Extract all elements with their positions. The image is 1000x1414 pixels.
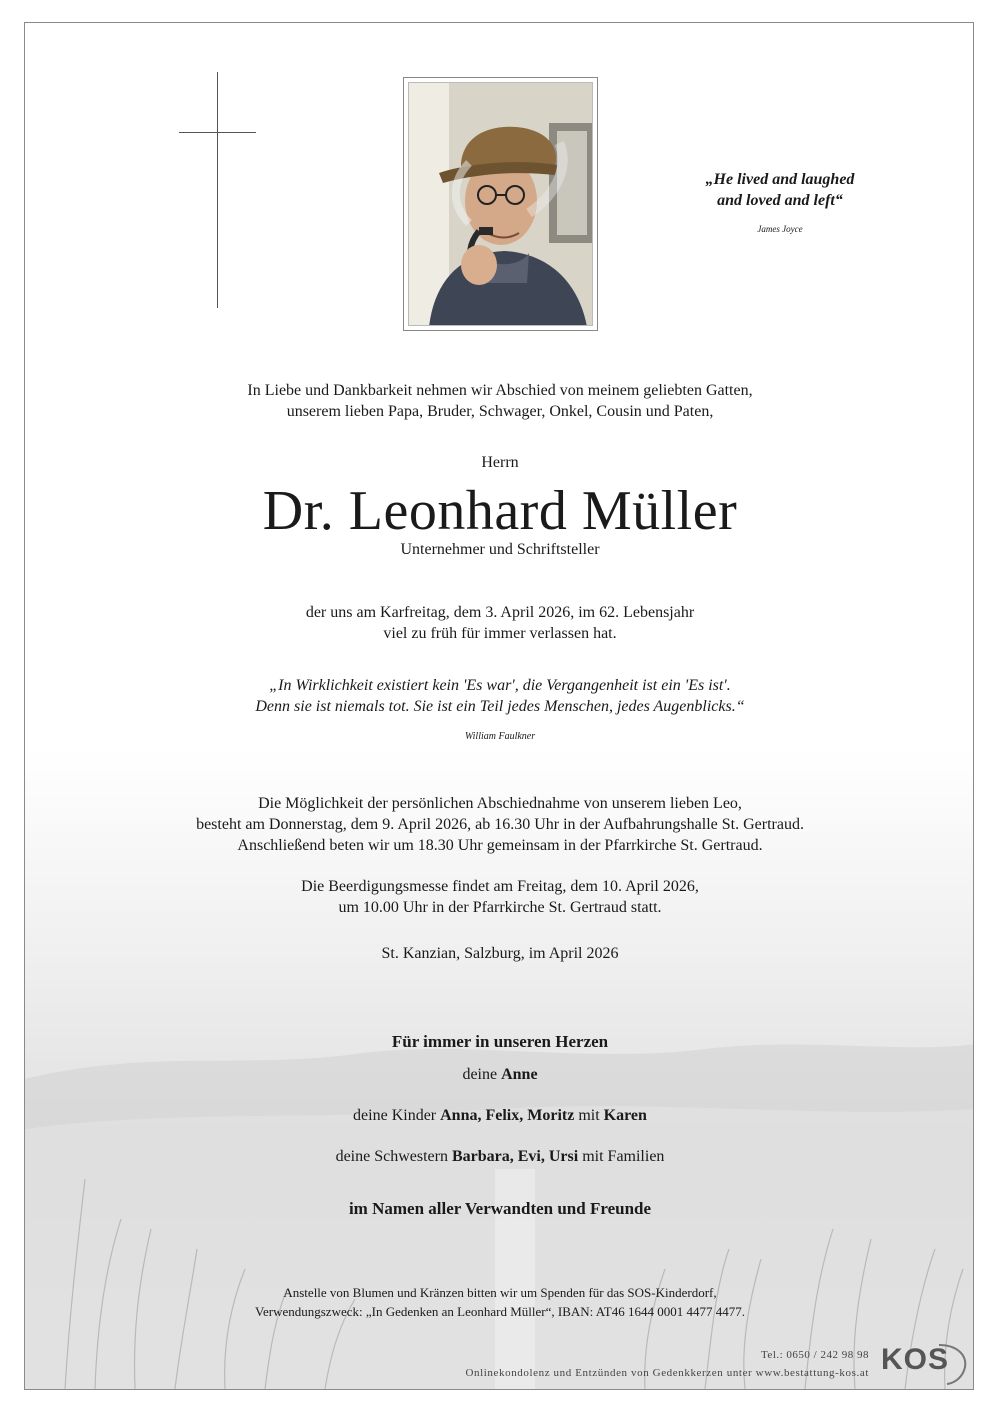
middle-quote-line1: „In Wirklichkeit existiert kein 'Es war', die Vergangenheit ist ein 'Es ist'. — [269, 677, 731, 694]
children-partner: Karen — [603, 1107, 647, 1124]
intro-line2: unserem lieben Papa, Bruder, Schwager, Onkel, Cousin und Paten, — [286, 403, 714, 420]
deceased-profession: Unternehmer und Schriftsteller — [400, 541, 600, 558]
children-prefix: deine Kinder — [353, 1107, 437, 1124]
middle-quote-author: William Faulkner — [464, 731, 536, 742]
portrait-photo — [408, 82, 593, 326]
cross-vertical-bar — [217, 72, 218, 308]
intro-text — [25, 380, 974, 422]
viewing-info — [25, 793, 974, 856]
top-quote-line1: „He lived and laughed — [705, 171, 855, 188]
funeral-info — [25, 876, 974, 918]
intro-line1: In Liebe und Dankbarkeit nehmen wir Abschied von meinem geliebten Gatten, — [247, 382, 753, 399]
top-quote-line2: and loved and left“ — [717, 192, 843, 209]
funeral-line2: um 10.00 Uhr in der Pfarrkirche St. Gertraud statt. — [338, 899, 662, 916]
donation-request — [25, 1283, 974, 1321]
children-with: mit — [578, 1107, 600, 1124]
obituary-card — [24, 22, 974, 1390]
viewing-line3: Anschließend beten wir um 18.30 Uhr gemeinsam in der Pfarrkirche St. Gertraud. — [237, 837, 763, 854]
middle-quote — [25, 675, 974, 717]
donation-line1: Anstelle von Blumen und Kränzen bitten wir um Spenden für das SOS-Kinderdorf, — [283, 1285, 717, 1300]
children-names: Anna, Felix, Moritz — [440, 1107, 575, 1124]
footer-phone: Tel.: 0650 / 242 98 98 — [760, 1349, 869, 1361]
top-quote — [665, 169, 895, 211]
death-notice — [25, 602, 974, 644]
middle-quote-line2: Denn sie ist niemals tot. Sie ist ein Teil jedes Menschen, jedes Augenblicks.“ — [255, 698, 745, 715]
portrait-illustration — [409, 83, 593, 326]
viewing-line1: Die Möglichkeit der persönlichen Abschiednahme von unserem lieben Leo, — [258, 795, 742, 812]
mourner-sisters — [25, 1148, 974, 1166]
cross-horizontal-bar — [179, 132, 256, 133]
top-quote-author: James Joyce — [757, 224, 803, 234]
wife-prefix: deine — [462, 1066, 498, 1083]
place-date: St. Kanzian, Salzburg, im April 2026 — [381, 945, 619, 962]
mourners-heading: Für immer in unseren Herzen — [391, 1032, 609, 1051]
portrait-photo-frame — [403, 77, 598, 331]
death-line2: viel zu früh für immer verlassen hat. — [383, 625, 617, 642]
funeral-line1: Die Beerdigungsmesse findet am Freitag, dem 10. April 2026, — [301, 878, 699, 895]
sisters-names: Barbara, Evi, Ursi — [451, 1148, 579, 1165]
deceased-name: Dr. Leonhard Müller — [262, 480, 738, 542]
kos-logo: KOS — [881, 1343, 950, 1376]
mourners-relatives: im Namen aller Verwandten und Freunde — [348, 1199, 652, 1218]
donation-line2: Verwendungszweck: „In Gedenken an Leonhard Müller“, IBAN: AT46 1644 0001 4477 4477. — [255, 1304, 745, 1319]
sisters-prefix: deine Schwestern — [335, 1148, 448, 1165]
viewing-line2: besteht am Donnerstag, dem 9. April 2026, ab 16.30 Uhr in der Aufbahrungshalle St. Gertraud. — [196, 816, 804, 833]
sisters-suffix: mit Familien — [582, 1148, 665, 1165]
mourner-children — [25, 1107, 974, 1125]
salutation: Herrn — [481, 454, 519, 471]
footer-online-condolence[interactable]: Onlinekondolenz und Entzünden von Gedenkkerzen unter www.bestattung-kos.at — [465, 1367, 869, 1379]
wife-name: Anne — [501, 1066, 538, 1083]
mourner-wife — [25, 1066, 974, 1084]
death-line1: der uns am Karfreitag, dem 3. April 2026, im 62. Lebensjahr — [305, 604, 695, 621]
